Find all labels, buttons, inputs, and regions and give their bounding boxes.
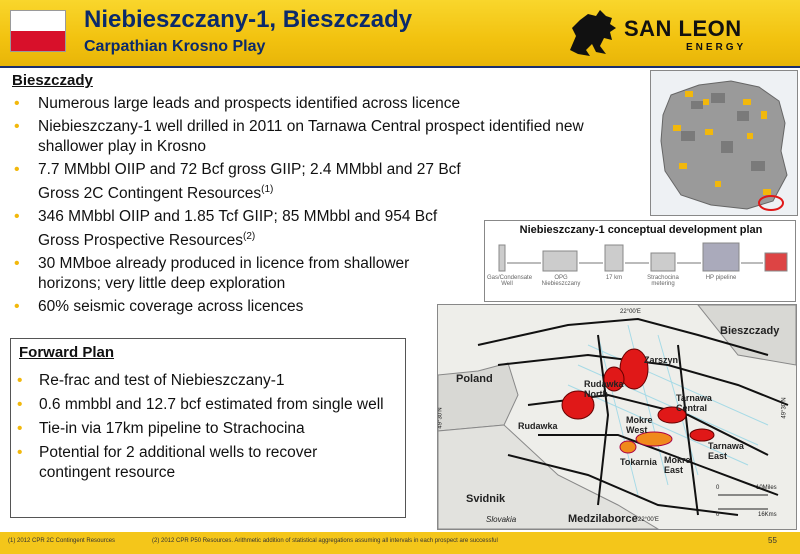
map-coord-bottom: 22°00'E [638, 517, 659, 523]
bullet-item: • Niebieszczany-1 well drilled in 2011 on Tarnawa Central prospect identified new shallower play in Krosno [14, 118, 584, 155]
map-label-tokarnia: Tokarnia [620, 457, 657, 467]
footnote-2: (2) 2012 CPR P50 Resources. Arithmetic addition of statistical aggregations assuming all intervals in each prospect are successful [152, 538, 498, 544]
map-coord-left: 49°30'N [437, 407, 444, 429]
footnote-ref-2: (2) [243, 231, 256, 243]
bullet-item: • Numerous large leads and prospects identified across licence [14, 95, 461, 112]
dev-label: OPG Niebieszczany [541, 275, 581, 287]
map-scale-zero-b: 0 [716, 512, 720, 518]
bullet-item: • Potential for 2 additional wells to recover contingent resource [17, 444, 318, 481]
map-label-slovakia: Slovakia [486, 515, 517, 524]
lion-icon [566, 6, 622, 60]
compressor-icon [605, 245, 623, 271]
map-label-mokre-west: Mokre West [626, 415, 653, 435]
bullet-item: • 346 MMbbl OIIP and 1.85 Tcf GIIP; 85 MMbbl and 954 Bcf Gross Prospective Resources$^{(2)}$ [14, 208, 438, 250]
footnote-ref-1: (1) [261, 184, 274, 195]
poland-flag-icon [10, 10, 66, 52]
development-plan-title: Niebieszczany-1 conceptual development plan [519, 224, 763, 236]
slide-title: Niebieszczany-1, Bieszczady [84, 6, 413, 33]
slide-header [0, 0, 800, 66]
forward-plan-box [10, 338, 406, 518]
map-label-bieszczady: Bieszczady [720, 325, 780, 337]
map-label-svidnik: Svidnik [466, 493, 506, 505]
map-label-rudawka: Rudawka [518, 421, 558, 431]
map-label-rudawka-north: Rudawka North [584, 379, 624, 399]
bullet-item: • 0.6 mmbbl and 12.7 bcf estimated from single well [17, 396, 384, 413]
map-label-zarszyn: Zarszyn [644, 355, 679, 365]
map-label-tarnawa-east: Tarnawa East [708, 441, 744, 461]
poland-map-graphic [651, 71, 797, 215]
map-scale-miles: 10Miles [756, 485, 777, 491]
poland-licence-map [650, 70, 798, 216]
bullet-item: • 30 MMboe already produced in licence from shallower horizons; very little deep exploration [14, 255, 410, 293]
map-label-tarnawa-central: Tarnawa Central [676, 393, 712, 413]
development-plan-diagram [485, 239, 797, 301]
footnote-1: (1) 2012 CPR 2C Contingent Resources [8, 538, 116, 544]
section-heading-bieszczady: Bieszczady [12, 72, 93, 89]
dev-label: 17 km [605, 275, 623, 281]
header-divider [0, 66, 800, 68]
bullet-item: • 7.7 MMbbl OIIP and 72 Bcf gross GIIP; 2.4 MMbbl and 27 Bcf Gross 2C Contingent Resources$^{(1)}$ [14, 161, 461, 203]
development-plan-panel [484, 220, 796, 302]
prospect-map [437, 304, 797, 530]
logo-sub: ENERGY [686, 42, 747, 53]
pipeline-icon [703, 243, 739, 271]
processing-plant-icon [543, 251, 577, 271]
bullet-item: • Tie-in via 17km pipeline to Strachocina [17, 420, 305, 437]
forward-plan-bullet-list [17, 371, 401, 487]
map-label-poland: Poland [456, 373, 493, 385]
section-heading-forward-plan: Forward Plan [19, 344, 115, 361]
well-icon [499, 245, 505, 271]
bullet-item: • Re-frac and test of Niebieszczany-1 [17, 372, 285, 389]
san-leon-logo [566, 6, 796, 60]
slide-subtitle: Carpathian Krosno Play [84, 38, 266, 55]
metering-icon [651, 253, 675, 271]
page-number: 55 [768, 536, 777, 545]
dev-label: Gas/Condensate Well [487, 275, 533, 287]
bullet-item: • 60% seismic coverage across licences [14, 298, 304, 316]
map-label-mokre-east: Mokre East [664, 455, 691, 475]
dev-label: HP pipeline [705, 275, 737, 281]
dev-label: Strachocina metering [647, 275, 679, 287]
map-label-medzilaborce: Medzilaborce [568, 513, 638, 525]
map-scale-km: 16Kms [758, 512, 777, 518]
map-coord-right: 49°30'N [781, 397, 788, 419]
map-coord-top: 22°00'E [620, 309, 641, 315]
factory-icon [765, 253, 787, 271]
logo-name: SAN LEON [624, 16, 742, 41]
map-scale-zero-a: 0 [716, 485, 720, 491]
